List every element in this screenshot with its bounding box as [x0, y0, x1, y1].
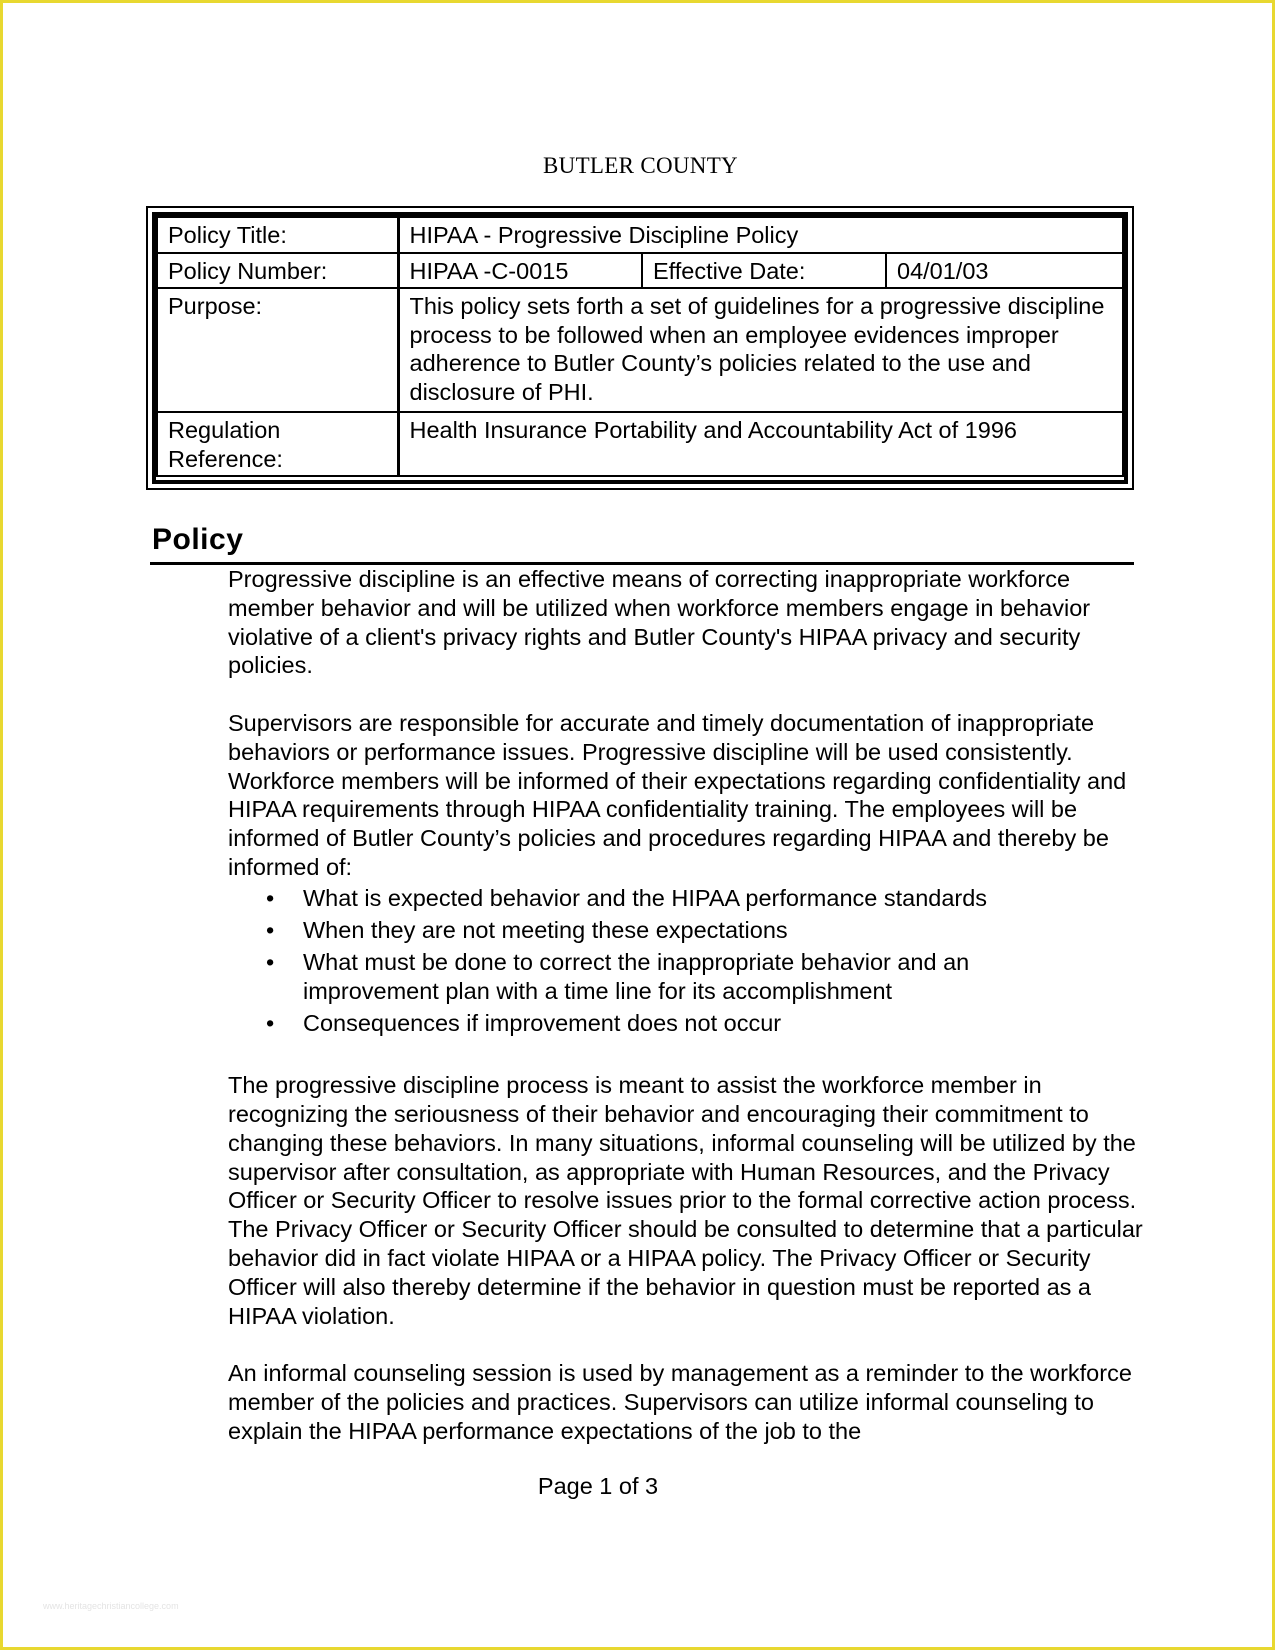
list-item [228, 948, 1148, 1006]
regulation-label-line2: Reference: [168, 445, 283, 472]
policy-number-label: Policy Number: [157, 253, 398, 289]
organization-name: BUTLER COUNTY [543, 153, 738, 178]
list-item-text: What must be done to correct the inappropriate behavior and an improvement plan with a time line for its accomplishment [303, 949, 970, 1005]
section-heading: Policy [152, 523, 244, 556]
paragraph-2: Supervisors are responsible for accurate and timely documentation of inappropriate behaviors or performance issues. Progressive discipline will be used consistently. Workforce members will be informed of their expectations regarding confidentiality and HIPAA requirements through HIPAA confidentiality training. The employees will be informed of Butler County’s policies and procedures regarding HIPAA and thereby be informed of: [228, 709, 1127, 880]
policy-header-frame [146, 206, 1134, 490]
list-item-text: What is expected behavior and the HIPAA performance standards [303, 884, 988, 911]
regulation-row [157, 412, 1123, 476]
effective-date-label: Effective Date: [642, 253, 886, 289]
policy-body [228, 565, 1148, 1446]
regulation-value: Health Insurance Portability and Accountability Act of 1996 [398, 412, 1123, 476]
policy-header-inner-frame [152, 212, 1128, 484]
purpose-value: This policy sets forth a set of guidelines for a progressive discipline process to be followed when an employee evidences improper adherence to Butler County’s policies related to the use and disclosure of PHI. [398, 288, 1123, 412]
regulation-label-line1: Regulation [168, 417, 281, 443]
policy-title-value: HIPAA - Progressive Discipline Policy [398, 217, 1123, 253]
list-item [228, 884, 1148, 913]
purpose-label: Purpose: [157, 288, 398, 412]
policy-title-row [157, 217, 1123, 253]
policy-title-label: Policy Title: [157, 217, 398, 253]
paragraph-1: Progressive discipline is an effective means of correcting inappropriate workforce member behavior and will be utilized when workforce members engage in behavior violative of a client's privacy rights and Butler County's HIPAA privacy and security policies. [228, 566, 1091, 679]
list-item [228, 916, 1148, 945]
policy-number-value: HIPAA -C-0015 [398, 253, 642, 289]
bullet-icon: • [266, 1010, 275, 1037]
bullet-icon: • [266, 949, 275, 976]
policy-number-row [157, 253, 1123, 289]
bullet-icon: • [266, 884, 275, 911]
policy-header-table [156, 216, 1124, 477]
expectations-list [228, 884, 1148, 1038]
effective-date-value: 04/01/03 [886, 253, 1123, 289]
list-item [228, 1009, 1148, 1038]
paragraph-4: An informal counseling session is used by management as a reminder to the workforce member of the policies and practices. Supervisors can utilize informal counseling to explain the HIPAA performance expectations of the job to the [228, 1360, 1132, 1444]
purpose-row [157, 288, 1123, 412]
regulation-label [157, 412, 398, 476]
page-number: Page 1 of 3 [537, 1473, 659, 1499]
paragraph-3: The progressive discipline process is meant to assist the workforce member in recognizing the seriousness of their behavior and encouraging their commitment to changing these behaviors. In many situations, informal counseling will be utilized by the supervisor after consultation, as appropriate with Human Resources, and the Privacy Officer or Security Officer to resolve issues prior to the formal corrective action process. The Privacy Officer or Security Officer should be consulted to determine that a particular behavior did in fact violate HIPAA or a HIPAA policy. The Privacy Officer or Security Officer will also thereby determine if the behavior in question must be reported as a HIPAA violation. [228, 1072, 1143, 1329]
list-item-text: Consequences if improvement does not occur [303, 1010, 782, 1037]
bullet-icon: • [266, 917, 275, 944]
watermark-text: www.heritagechristiancollege.com [43, 1601, 179, 1611]
list-item-text: When they are not meeting these expectations [303, 917, 788, 944]
